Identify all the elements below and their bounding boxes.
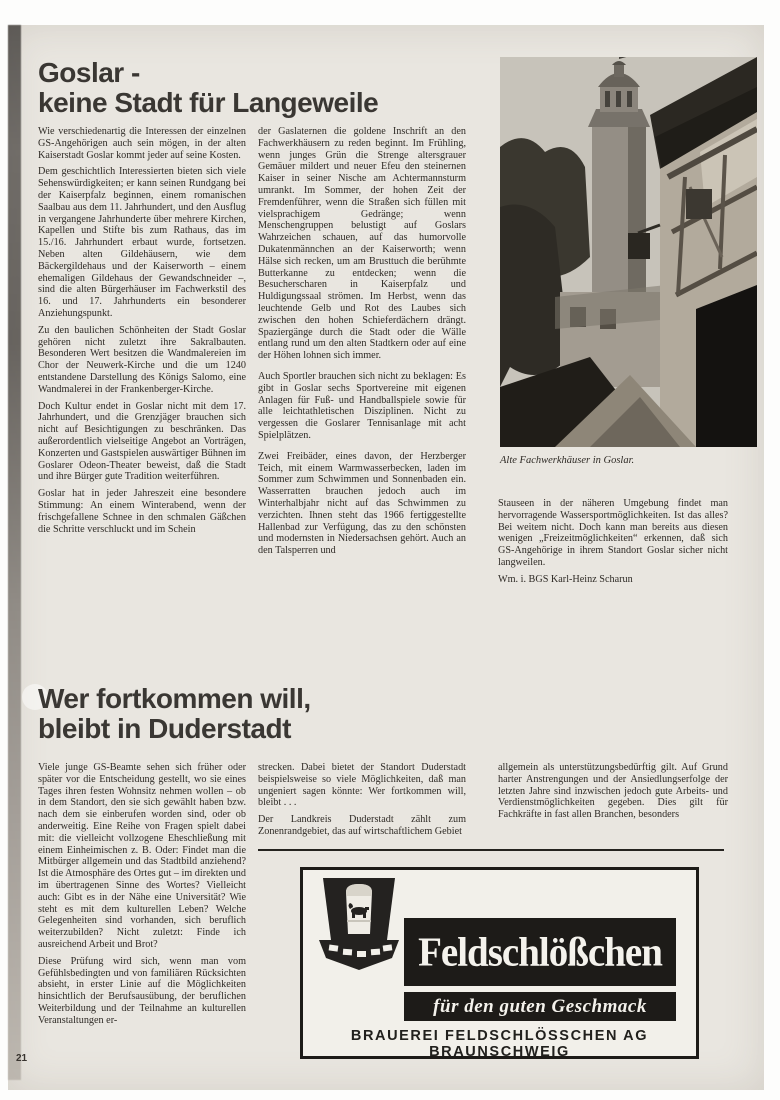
paragraph: Der Landkreis Duderstadt zählt zum Zonenrandgebiet, das auf wirtschaftlichem Gebiet	[258, 814, 466, 837]
photo-caption: Alte Fachwerkhäuser in Goslar.	[500, 455, 635, 466]
ad-brand-wordmark: Feldschlößchen	[418, 929, 662, 975]
goslar-photo	[500, 57, 757, 447]
paragraph: Zu den baulichen Schönheiten der Stadt Goslar gehören nicht zuletzt ihre Sakralbauten. Besonderen Wert besitzen die Wandmalereien im Chor der Neuwerk-Kirche und die um 1240 entstandene Darstellung des Königs Salomo, eine Wandmalerei in der Frankenberger-Kirche.	[38, 324, 246, 395]
paragraph: Zwei Freibäder, eines davon, der Herzberger Teich, mit einem Warmwasserbecken, laden im Sommer zum Schwimmen und Sonnenbaden ein. Wasserratten brauchen jedoch auch im Winterhalbjahr nicht auf das Schwimmen zu verzichten. Ihnen steht das 1966 fertiggestellte Hallenbad zur Verfügung, das zu den schönsten und modernsten in Niedersachsen gehört. Auch an den Talsperren und	[258, 450, 466, 557]
article1-title	[38, 58, 468, 118]
ad-slogan-plate	[404, 992, 676, 1021]
paragraph: Wie verschiedenartig die Interessen der einzelnen GS-Angehörigen auch sein mögen, in der alten Kaiserstadt Goslar kommt jeder auf seine Kosten.	[38, 126, 246, 161]
paragraph: Viele junge GS-Beamte sehen sich früher oder später vor die Entscheidung gestellt, wo sie eines Tages ihren festen Wohnsitz nehmen wollen – ob in dem Standort, den sie sich gewählt haben bzw. nach dem sie einberufen worden sind, oder ob anderweitig. Eine Reihe von Fragen spielt dabei mit: die vielleicht vollzogene Eheschließung mit einem Einheimischen z. B. Oder: Findet man die Mitbürger allgemein und das Stadtbild anziehend? Ist die Atmosphäre des Ortes gut – im direkten und im übertragenen Sinne des Wortes? Vielleicht auch: Gibt es in der Nähe eine Universität? Wie steht es mit dem kulturellen Leben? Welche Gelegenheiten sind vorhanden, sich beruflich weiterzubilden? Nicht zuletzt: Finde ich ausreichend Arbeit und Brot?	[38, 762, 246, 950]
article1-title-line1: Goslar -	[38, 57, 140, 88]
article1-column2	[258, 126, 466, 566]
article2-column1	[38, 762, 246, 1032]
article2-title-line1: Wer fortkommen will,	[38, 683, 311, 714]
ad-slogan: für den guten Geschmack	[433, 995, 647, 1017]
article1-column3	[498, 498, 728, 591]
ad-brand-plate	[404, 918, 676, 986]
paragraph: Doch Kultur endet in Goslar nicht mit dem 17. Jahrhundert, und die Grenzjäger brauchen sich nicht auf Besichtigungen zu beschränken. Das außerordentlich vielseitige Angebot an Vorträgen, Konzerten und Gastspielen auswärtiger Bühnen im Goslarer Odeon-Theater beweist, daß die Stadt und ihre Bürger gute Tradition weiterführen.	[38, 400, 246, 483]
article2-title	[38, 684, 468, 744]
article1-byline: Wm. i. BGS Karl-Heinz Scharun	[498, 573, 633, 585]
paragraph: Goslar hat in jeder Jahreszeit eine besondere Stimmung: An einem Winterabend, wenn der frischgefallene Schnee in den schmalen Gäßchen die Schritte verschluckt und im Schein	[38, 488, 246, 535]
paragraph: Auch Sportler brauchen sich nicht zu beklagen: Es gibt in Goslar sechs Sportvereine mit eigenen Anlagen für Fuß- und Handballspiele sowie für alle leichtathletischen Disziplinen. Nicht zu vergessen die Goslarer Tennisanlage mit acht Spielplätzen.	[258, 370, 466, 441]
article2-column2	[258, 762, 466, 843]
ad-divider-rule	[258, 849, 724, 851]
page-number: 21	[16, 1053, 28, 1064]
paragraph: Dem geschichtlich Interessierten bieten sich viele Sehenswürdigkeiten; er kann seinen Rundgang bei der Kaiserpfalz beginnen, einem romanischen Saalbau aus dem 11. Jahrhundert, und den Ausflug in vergangene Jahrhunderte über mehrere Kirchen, Kapellen und Stifte bis zum Rathaus, das im 15./16. Jahrhundert erbaut wurde, fortsetzen. Neben alten Gildehäusern, wie dem Bäckergildehaus und der Kaiserworth – einem ehemaligen Gildehaus der Gewandschneider –, sind die alten Bürgerhäuser im Fachwerkstil des 16. und 17. Jahrhunderts ein besonderer Anziehungspunkt.	[38, 166, 246, 319]
article1-column1	[38, 126, 246, 540]
article1-title-line2: keine Stadt für Langeweile	[38, 87, 379, 118]
paragraph: allgemein als unterstützungsbedürftig gilt. Auf Grund harter Anstrengungen und der Ansiedlungserfolge der letzten Jahre sind inzwischen jedoch gute Arbeits- und Verdienstmöglichkeiten gegeben. Dies gilt für Fachkräfte in fast allen Branchen, besonders	[498, 762, 728, 821]
paragraph: Diese Prüfung wird sich, wenn man vom Gefühlsbedingten und von familiären Rücksichten absieht, in erster Linie auf die Möglichkeiten hinsichtlich der Berufsausübung, der beruflichen Weiterbildung und der Teilnahme an kulturellen Veranstaltungen er-	[38, 955, 246, 1026]
photo-doorway	[696, 285, 757, 447]
binding-shadow	[8, 25, 21, 1080]
article2-column3	[498, 762, 728, 826]
ad-company-line: BRAUEREI FELDSCHLÖSSCHEN AG BRAUNSCHWEIG	[350, 1028, 649, 1060]
paragraph: strecken. Dabei bietet der Standort Duderstadt beispielsweise so viele Möglichkeiten, daß man ungeniert sagen könnte: Wer fortkommen will, bleibt . . .	[258, 762, 466, 809]
feldschloesschen-ad	[300, 867, 699, 1059]
article2-title-line2: bleibt in Duderstadt	[38, 713, 291, 744]
paragraph: der Gaslaternen die goldene Inschrift an den Fachwerkhäusern zu reden beginnt. Im Frühling, wenn junges Grün die Strenge altersgrauer Gemäuer mildert und neuer Efeu den steinernen Kaiser in seiner Nische am Achtermannsturm umrankt. Im Sommer, der hohen Zeit der Fremdenführer, wenn die Straßen sich füllen mit vielsprachigem Gedränge; wenn Menschengruppen belustigt auf Goslars Wahrzeichen schauen, auf das humorvolle Dukatenmännchen an der Kaiserworth; wenn Hälse sich recken, um am Brusttuch die berühmte Butterkanne zu entdecken; wenn die Besucherscharen in Kaiserpfalz und Huldigungssaal strömen. Im Herbst, wenn das leuchtende Gelb und Rot des Laubes sich zwischen den hohen Schieferdächern drängt. Spaziergänge durch die Stadt oder die Wälle entlang rund um den alten Stadtkern oder auf eine der Höhen lohnen sich immer.	[258, 126, 466, 362]
paragraph: Stauseen in der näheren Umgebung findet man hervorragende Wassersportmöglichkeiten. Ist das alles? Bei weitem nicht. Doch kann man bereits aus diesen wenigen „Freizeitmöglichkeiten“ erkennen, daß sich GS-Angehörige in ihrem Standort Goslar sicher nicht langweilen.	[498, 498, 728, 568]
brewery-tower-logo-icon	[313, 878, 405, 988]
